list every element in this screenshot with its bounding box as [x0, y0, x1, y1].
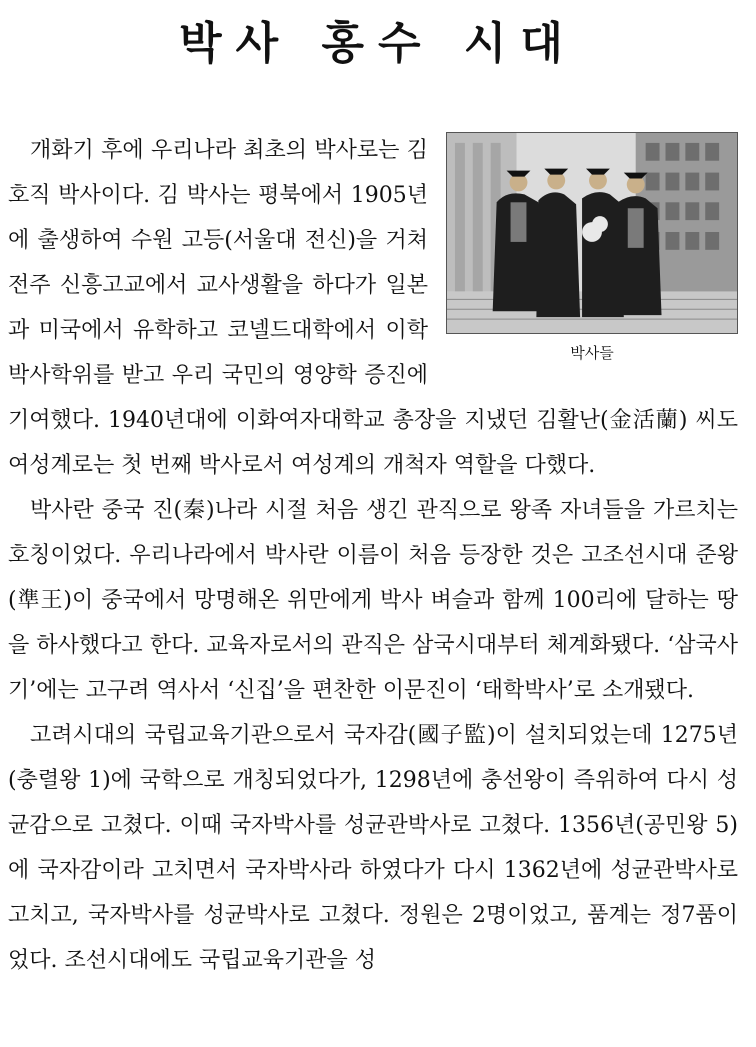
- photo-caption: 박사들: [570, 344, 614, 362]
- page-title: 박사 홍수 시대: [179, 18, 577, 69]
- paragraph: 고려시대의 국립교육기관으로서 국자감(國子監)이 설치되었는데 1275년(충렬왕 1)에 국학으로 개칭되었다가, 1298년에 충선왕이 즉위하여 다시 성균감으로 고쳤다. 이때 국자박사를 성균관박사로 고쳤다. 1356년(공민왕 5)에 국자감이라 고치면서 국자박사라 하였다가 다시 1362년에 성균관박사로 고치고, 국자박사를 성균박사로 고쳤다. 정원은 2명이었고, 품계는 정7품이었다. 조선시대에도 국립교육기관을 성: [8, 723, 738, 973]
- graduates-photo: [446, 132, 738, 334]
- paragraph: 개화기 후에 우리나라 최초의 박사로는 김호직 박사이다. 김 박사는 평북에서 1905년에 출생하여 수원 고등(서울대 전신)을 거쳐 전주 신흥고교에서 교사생활을 하다가 일본과 미국에서 유학하고 코넬드대학에서 이학박사학위를 받고 우리 국민의 영양학 증진에 기여했다. 1940년대에 이화여자대학교 총장을 지냈던 김활난(金活蘭) 씨도 여성계로는 첫 번째 박사로서 여성계의 개척자 역할을 다했다.: [8, 138, 738, 478]
- article-body: [8, 128, 738, 983]
- photo-figure: [446, 132, 738, 378]
- paragraph: 박사란 중국 진(秦)나라 시절 처음 생긴 관직으로 왕족 자녀들을 가르치는 호칭이었다. 우리나라에서 박사란 이름이 처음 등장한 것은 고조선시대 준왕(準王)이 중국에서 망명해온 위만에게 박사 벼슬과 함께 100리에 달하는 땅을 하사했다고 한다. 교육자로서의 관직은 삼국시대부터 체계화됐다. ‘삼국사기’에는 고구려 역사서 ‘신집’을 편찬한 이문진이 ‘태학박사’로 소개됐다.: [8, 498, 738, 703]
